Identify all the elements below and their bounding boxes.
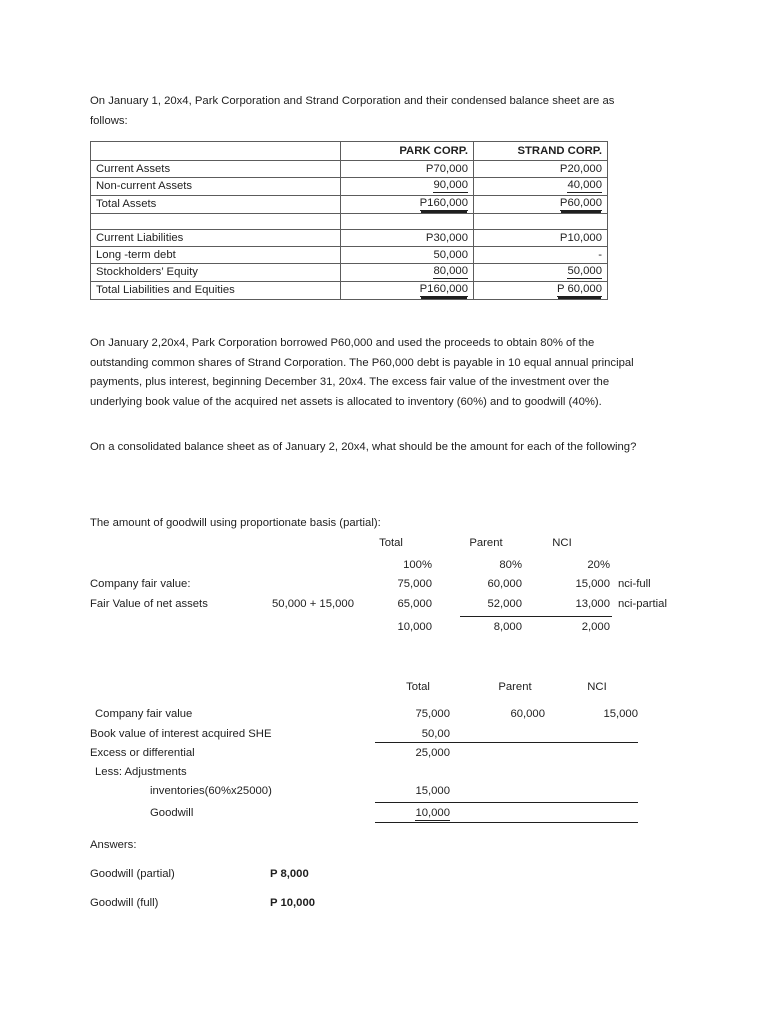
row-formula: 50,000 + 15,000 (272, 597, 354, 610)
row-label: Total Liabilities and Equities (91, 282, 341, 300)
row-value-park: P160,000 (419, 197, 468, 209)
row-value-strand: 50,000 (567, 265, 602, 277)
result-nci: 2,000 (581, 621, 610, 633)
schedule-row-excess (90, 742, 700, 763)
row-label: Current Assets (91, 161, 341, 178)
row-value-total-wrap (378, 804, 450, 824)
paragraph-borrowing: On January 2,20x4, Park Corporation borrowed P60,000 and used the proceeds to obtain 80% of the outstanding common shares of Strand Corporation. The P60,000 debt is payable in 10 equal annual principal payments, plus interest, beginning December 31, 20x4. The excess fair value of the investment over the underlying book value of the acquired net assets is allocated to inventory (60%) and to goodwill (40%). (90, 337, 634, 408)
row-value-strand: 40,000 (567, 179, 602, 191)
table-row (91, 178, 608, 196)
row-label: Excess or differential (90, 746, 195, 759)
proportionate-basis-section (90, 514, 700, 636)
schedule-column-header-row (90, 678, 700, 705)
proportionate-heading: The amount of goodwill using proportionate basis (partial): (90, 517, 381, 529)
table-row (91, 247, 608, 264)
column-header-blank (91, 142, 341, 161)
row-value-nci: 13,000 (575, 597, 610, 610)
schedule-row-book-value (90, 725, 700, 742)
row-label: inventories(60%x25000) (150, 785, 272, 797)
row-value-park: P30,000 (425, 231, 468, 244)
percent-nci: 20% (587, 558, 610, 571)
row-label: Long -term debt (91, 247, 341, 264)
schedule-row-less-adjustments (90, 763, 700, 783)
column-header-parent: Parent (498, 681, 532, 693)
row-label: Company fair value: (90, 578, 191, 590)
row-value-total: 50,00 (421, 727, 450, 740)
answer-value: P 8,000 (270, 868, 309, 880)
row-value-total: 25,000 (415, 746, 450, 759)
row-label: Total Assets (91, 196, 341, 214)
row-label: Company fair value (95, 708, 193, 720)
row-value-nci: 15,000 (603, 708, 638, 720)
row-label: Fair Value of net assets (90, 597, 208, 610)
row-label: Current Liabilities (91, 230, 341, 247)
proportionate-row-fair-value-net-assets (90, 595, 700, 615)
answers-section (90, 836, 490, 923)
table-row (91, 196, 608, 214)
answer-label: Goodwill (full) (90, 897, 159, 909)
proportionate-row-company-fair-value (90, 575, 700, 595)
row-value-park: 50,000 (433, 248, 468, 261)
column-header-total: Total (379, 536, 403, 549)
schedule-row-inventories (90, 782, 700, 802)
proportionate-result-row (90, 614, 700, 636)
answers-heading: Answers: (90, 839, 137, 851)
result-total: 10,000 (397, 621, 432, 633)
row-value-nci: 15,000 (575, 578, 610, 590)
table-row (91, 230, 608, 247)
paragraph-question: On a consolidated balance sheet as of January 2, 20x4, what should be the amount for each of the following? (90, 441, 637, 453)
row-value-strand: P 60,000 (556, 283, 602, 295)
row-label: Less: Adjustments (95, 765, 187, 778)
row-value-park: 80,000 (433, 265, 468, 277)
table-row (91, 161, 608, 178)
table-row (91, 264, 608, 282)
row-value-park: 90,000 (433, 179, 468, 191)
answer-value: P 10,000 (270, 897, 316, 909)
proportionate-percent-row (90, 556, 700, 576)
column-header-strand: STRAND CORP. (474, 142, 608, 161)
row-value-park: P160,000 (419, 283, 468, 295)
subtotal-rule (375, 742, 638, 743)
column-header-nci: NCI (587, 681, 607, 693)
row-value-total: 10,000 (415, 806, 450, 819)
row-value-parent: 60,000 (487, 578, 522, 590)
row-label (91, 214, 341, 230)
table-row (91, 282, 608, 300)
percent-total: 100% (403, 558, 432, 571)
balance-sheet-body (91, 161, 608, 300)
row-value-park: P70,000 (425, 162, 468, 175)
row-value-strand: P60,000 (559, 197, 602, 209)
intro-paragraph: On January 1, 20x4, Park Corporation and Strand Corporation and their condensed balance sheet are as follows: (90, 95, 615, 127)
answer-label: Goodwill (partial) (90, 868, 175, 880)
row-label: Book value of interest acquired SHE (90, 727, 272, 740)
row-value-total: 15,000 (415, 785, 450, 797)
column-header-park: PARK CORP. (341, 142, 474, 161)
row-value-total: 75,000 (415, 708, 450, 720)
subtotal-rule (460, 616, 612, 617)
table-header-row (91, 142, 608, 161)
row-value-parent: 60,000 (510, 708, 545, 720)
answers-heading-row (90, 836, 490, 865)
table-row-spacer (91, 214, 608, 230)
row-label: Non-current Assets (91, 178, 341, 196)
answer-row-goodwill-full (90, 894, 490, 923)
row-value-strand: P10,000 (559, 231, 602, 244)
row-label: Stockholders’ Equity (91, 264, 341, 282)
row-value-total: 65,000 (397, 597, 432, 610)
column-header-nci: NCI (552, 536, 572, 549)
column-header-parent: Parent (469, 536, 503, 549)
proportionate-heading-row (90, 514, 700, 534)
row-note: nci-partial (618, 597, 667, 610)
row-value-total: 75,000 (397, 578, 432, 590)
subtotal-rule (375, 802, 638, 803)
row-value-strand: - (598, 248, 602, 261)
column-header-total: Total (406, 681, 430, 693)
proportionate-column-header-row (90, 534, 700, 556)
schedule-row-goodwill (90, 802, 700, 824)
row-note: nci-full (618, 578, 651, 590)
goodwill-schedule-section (90, 678, 700, 824)
row-label: Goodwill (150, 806, 194, 819)
result-parent: 8,000 (493, 621, 522, 633)
row-value-strand: P20,000 (559, 162, 602, 175)
closing-rule (375, 822, 638, 823)
percent-parent: 80% (499, 558, 522, 571)
balance-sheet-table (90, 141, 608, 300)
answer-row-goodwill-partial (90, 865, 490, 894)
row-value-parent: 52,000 (487, 597, 522, 610)
schedule-row-company-fair-value (90, 705, 700, 725)
